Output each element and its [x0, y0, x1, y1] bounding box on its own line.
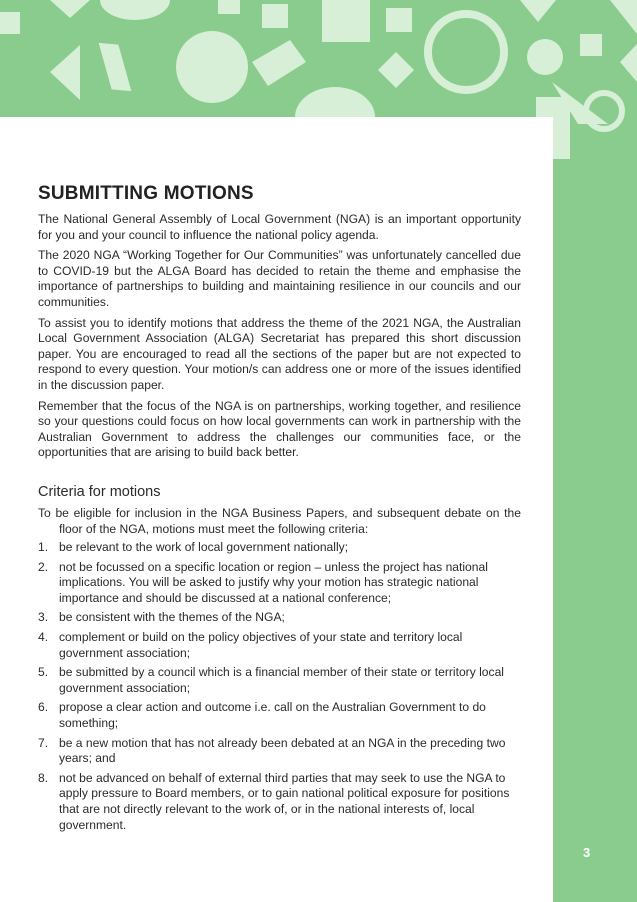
list-item-text: complement or build on the policy objectives of your state and territory local government association; — [59, 630, 463, 660]
triangle-shape — [620, 44, 637, 82]
triangle-shape — [520, 0, 556, 22]
circle-shape — [176, 31, 248, 103]
list-item-text: be relevant to the work of local government nationally; — [59, 540, 349, 555]
list-item — [38, 630, 521, 661]
list-item-text: not be advanced on behalf of external third parties that may seek to use the NGA to apply pressure to Board members, or to gain national political exposure for positions that are not directly relevant to the work of, or in the national interests of, local government. — [59, 770, 510, 832]
list-number: 2. — [38, 559, 49, 574]
square-shape — [580, 34, 602, 56]
list-number: 5. — [38, 665, 49, 680]
square-shape — [0, 12, 20, 34]
paragraph: To assist you to identify motions that address the theme of the 2021 NGA, the Australian Local Government Association (ALGA) Secretariat has prepared this short discussion paper. You are encouraged to read all the sections of the paper but are not expected to respond to every question. Your motion/s can address one or more of the issues identified in the discussion paper. — [38, 315, 521, 392]
criteria-intro: To be eligible for inclusion in the NGA Business Papers, and subsequent debate on the floor of the NGA, motions must meet the following criteria: — [38, 505, 521, 536]
half-circle-shape — [100, 0, 170, 20]
rectangle-shape — [322, 0, 370, 42]
page-content — [38, 183, 521, 837]
list-item-text: be submitted by a council which is a financial member of their state or territory local government association; — [59, 665, 504, 695]
list-item-text: not be focussed on a specific location or region – unless the project has national implications. You will be asked to justify why your motion has strategic national importance and should be discussed at a national conference; — [59, 559, 488, 605]
list-item-text: be consistent with the themes of the NGA; — [59, 610, 285, 625]
criteria-list — [38, 540, 521, 833]
list-number: 7. — [38, 735, 49, 750]
square-shape — [218, 0, 240, 14]
page-title: SUBMITTING MOTIONS — [38, 183, 254, 204]
list-number: 1. — [38, 540, 49, 555]
list-item — [38, 665, 521, 696]
list-item-text: be a new motion that has not already been debated at an NGA in the preceding two years; and — [59, 735, 506, 766]
paragraph: The 2020 NGA “Working Together for Our Communities” was unfortunately cancelled due to COVID-19 but the ALGA Board has decided to retain the theme and emphasise the importance of partnerships to building and maintaining resilience in our councils and our communities. — [38, 248, 521, 309]
triangle-shape — [50, 0, 90, 18]
list-item — [38, 610, 521, 626]
section-heading: Criteria for motions — [38, 483, 161, 500]
list-item — [38, 700, 521, 731]
circle-shape — [527, 39, 563, 75]
triangle-shape — [610, 0, 637, 34]
square-shape — [262, 4, 288, 28]
triangle-shape — [50, 45, 80, 100]
list-item — [38, 540, 521, 556]
list-item — [38, 736, 521, 767]
bar-shape — [252, 40, 306, 86]
half-circle-shape — [295, 87, 375, 117]
list-item-text: propose a clear action and outcome i.e. call on the Australian Government to do something; — [59, 700, 486, 731]
list-item — [38, 771, 521, 833]
list-number: 3. — [38, 610, 49, 625]
page-number: 3 — [583, 845, 591, 860]
ring-shape — [428, 14, 504, 90]
list-number: 6. — [38, 700, 49, 715]
list-number: 8. — [38, 770, 49, 785]
paragraph: The National General Assembly of Local Government (NGA) is an important opportunity for you and your council to influence the national policy agenda. — [38, 212, 521, 242]
list-number: 4. — [38, 630, 49, 645]
diamond-shape — [378, 52, 414, 88]
bar-shape — [83, 34, 146, 100]
paragraph: Remember that the focus of the NGA is on partnerships, working together, and resilience so your questions could focus on how local governments can work in partnership with the Australian Government to address the challenges our communities face, or the opportunities that are arising to build back better. — [38, 398, 521, 460]
list-item — [38, 560, 521, 607]
document-page — [0, 117, 553, 902]
square-shape — [386, 8, 412, 32]
